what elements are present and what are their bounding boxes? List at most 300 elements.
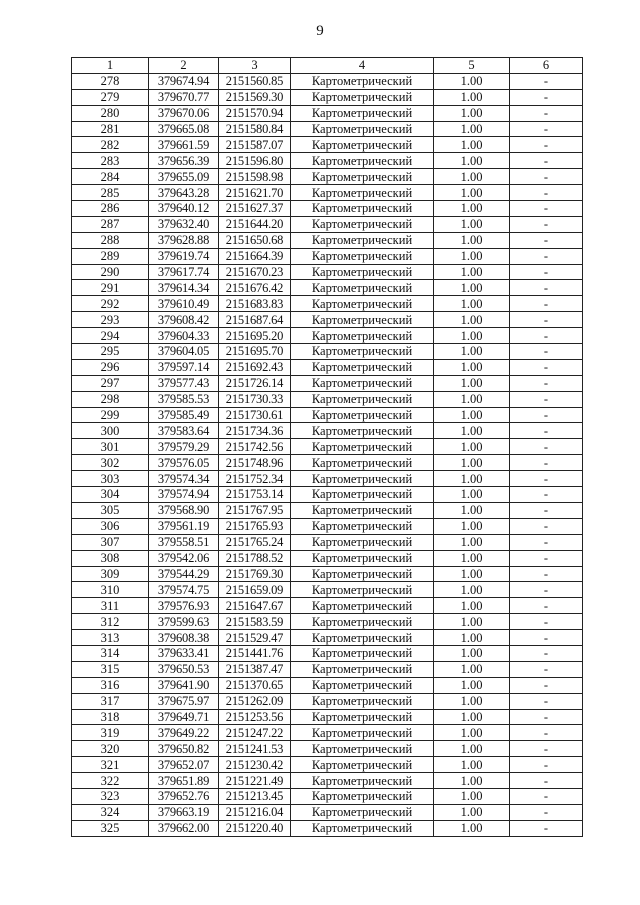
x-coordinate-cell: 379577.43 (149, 375, 219, 391)
accuracy-cell: 1.00 (434, 137, 510, 153)
x-coordinate-cell: 379662.00 (149, 820, 219, 836)
table-row (72, 550, 583, 566)
table-row (72, 741, 583, 757)
description-cell: - (510, 423, 583, 439)
column-header: 2 (149, 58, 219, 74)
point-number-cell: 279 (72, 89, 149, 105)
method-cell: Картометрический (291, 566, 434, 582)
y-coordinate-cell: 2151788.52 (219, 550, 291, 566)
point-number-cell: 304 (72, 487, 149, 503)
accuracy-cell: 1.00 (434, 788, 510, 804)
y-coordinate-cell: 2151583.59 (219, 614, 291, 630)
point-number-cell: 282 (72, 137, 149, 153)
table-body (72, 73, 583, 836)
x-coordinate-cell: 379663.19 (149, 804, 219, 820)
method-cell: Картометрический (291, 741, 434, 757)
table-row (72, 518, 583, 534)
method-cell: Картометрический (291, 661, 434, 677)
accuracy-cell: 1.00 (434, 359, 510, 375)
method-cell: Картометрический (291, 502, 434, 518)
y-coordinate-cell: 2151687.64 (219, 312, 291, 328)
x-coordinate-cell: 379652.07 (149, 757, 219, 773)
accuracy-cell: 1.00 (434, 677, 510, 693)
y-coordinate-cell: 2151730.33 (219, 391, 291, 407)
column-header: 6 (510, 58, 583, 74)
point-number-cell: 296 (72, 359, 149, 375)
point-number-cell: 312 (72, 614, 149, 630)
method-cell: Картометрический (291, 550, 434, 566)
accuracy-cell: 1.00 (434, 804, 510, 820)
accuracy-cell: 1.00 (434, 534, 510, 550)
x-coordinate-cell: 379628.88 (149, 232, 219, 248)
y-coordinate-cell: 2151769.30 (219, 566, 291, 582)
description-cell: - (510, 137, 583, 153)
x-coordinate-cell: 379641.90 (149, 677, 219, 693)
y-coordinate-cell: 2151213.45 (219, 788, 291, 804)
point-number-cell: 295 (72, 344, 149, 360)
table-row (72, 820, 583, 836)
y-coordinate-cell: 2151621.70 (219, 185, 291, 201)
y-coordinate-cell: 2151664.39 (219, 248, 291, 264)
description-cell: - (510, 677, 583, 693)
method-cell: Картометрический (291, 280, 434, 296)
x-coordinate-cell: 379649.71 (149, 709, 219, 725)
point-number-cell: 323 (72, 788, 149, 804)
point-number-cell: 309 (72, 566, 149, 582)
y-coordinate-cell: 2151683.83 (219, 296, 291, 312)
table-row (72, 566, 583, 582)
accuracy-cell: 1.00 (434, 248, 510, 264)
y-coordinate-cell: 2151370.65 (219, 677, 291, 693)
y-coordinate-cell: 2151647.67 (219, 598, 291, 614)
point-number-cell: 307 (72, 534, 149, 550)
x-coordinate-cell: 379670.77 (149, 89, 219, 105)
x-coordinate-cell: 379585.49 (149, 407, 219, 423)
point-number-cell: 322 (72, 773, 149, 789)
y-coordinate-cell: 2151529.47 (219, 630, 291, 646)
table-row (72, 645, 583, 661)
coordinates-table (71, 57, 583, 837)
table-row (72, 201, 583, 217)
table-row (72, 344, 583, 360)
description-cell: - (510, 328, 583, 344)
accuracy-cell: 1.00 (434, 169, 510, 185)
table-row (72, 296, 583, 312)
point-number-cell: 310 (72, 582, 149, 598)
point-number-cell: 290 (72, 264, 149, 280)
y-coordinate-cell: 2151587.07 (219, 137, 291, 153)
table-row (72, 534, 583, 550)
x-coordinate-cell: 379608.42 (149, 312, 219, 328)
method-cell: Картометрический (291, 725, 434, 741)
description-cell: - (510, 439, 583, 455)
point-number-cell: 278 (72, 73, 149, 89)
table-header-row (72, 58, 583, 74)
accuracy-cell: 1.00 (434, 550, 510, 566)
point-number-cell: 314 (72, 645, 149, 661)
point-number-cell: 306 (72, 518, 149, 534)
accuracy-cell: 1.00 (434, 391, 510, 407)
point-number-cell: 318 (72, 709, 149, 725)
method-cell: Картометрический (291, 677, 434, 693)
description-cell: - (510, 566, 583, 582)
method-cell: Картометрический (291, 407, 434, 423)
accuracy-cell: 1.00 (434, 455, 510, 471)
description-cell: - (510, 550, 583, 566)
table-row (72, 153, 583, 169)
description-cell: - (510, 105, 583, 121)
method-cell: Картометрический (291, 232, 434, 248)
method-cell: Картометрический (291, 121, 434, 137)
accuracy-cell: 1.00 (434, 105, 510, 121)
point-number-cell: 298 (72, 391, 149, 407)
y-coordinate-cell: 2151692.43 (219, 359, 291, 375)
description-cell: - (510, 788, 583, 804)
point-number-cell: 286 (72, 201, 149, 217)
table-row (72, 630, 583, 646)
description-cell: - (510, 280, 583, 296)
table-row (72, 677, 583, 693)
method-cell: Картометрический (291, 709, 434, 725)
accuracy-cell: 1.00 (434, 185, 510, 201)
y-coordinate-cell: 2151670.23 (219, 264, 291, 280)
y-coordinate-cell: 2151387.47 (219, 661, 291, 677)
x-coordinate-cell: 379670.06 (149, 105, 219, 121)
table-row (72, 455, 583, 471)
accuracy-cell: 1.00 (434, 439, 510, 455)
method-cell: Картометрический (291, 788, 434, 804)
y-coordinate-cell: 2151441.76 (219, 645, 291, 661)
accuracy-cell: 1.00 (434, 280, 510, 296)
description-cell: - (510, 216, 583, 232)
point-number-cell: 285 (72, 185, 149, 201)
y-coordinate-cell: 2151726.14 (219, 375, 291, 391)
table-row (72, 185, 583, 201)
method-cell: Картометрический (291, 312, 434, 328)
method-cell: Картометрический (291, 248, 434, 264)
description-cell: - (510, 455, 583, 471)
accuracy-cell: 1.00 (434, 741, 510, 757)
description-cell: - (510, 169, 583, 185)
point-number-cell: 297 (72, 375, 149, 391)
method-cell: Картометрический (291, 73, 434, 89)
x-coordinate-cell: 379574.34 (149, 471, 219, 487)
y-coordinate-cell: 2151644.20 (219, 216, 291, 232)
point-number-cell: 321 (72, 757, 149, 773)
accuracy-cell: 1.00 (434, 471, 510, 487)
table-row (72, 582, 583, 598)
method-cell: Картометрический (291, 773, 434, 789)
point-number-cell: 289 (72, 248, 149, 264)
description-cell: - (510, 645, 583, 661)
x-coordinate-cell: 379576.05 (149, 455, 219, 471)
accuracy-cell: 1.00 (434, 582, 510, 598)
table-row (72, 169, 583, 185)
accuracy-cell: 1.00 (434, 693, 510, 709)
x-coordinate-cell: 379604.05 (149, 344, 219, 360)
x-coordinate-cell: 379640.12 (149, 201, 219, 217)
y-coordinate-cell: 2151734.36 (219, 423, 291, 439)
method-cell: Картометрический (291, 630, 434, 646)
table-row (72, 709, 583, 725)
table-row (72, 375, 583, 391)
description-cell: - (510, 264, 583, 280)
description-cell: - (510, 232, 583, 248)
method-cell: Картометрический (291, 534, 434, 550)
point-number-cell: 301 (72, 439, 149, 455)
table-row (72, 280, 583, 296)
y-coordinate-cell: 2151765.24 (219, 534, 291, 550)
accuracy-cell: 1.00 (434, 725, 510, 741)
description-cell: - (510, 661, 583, 677)
point-number-cell: 316 (72, 677, 149, 693)
table-row (72, 89, 583, 105)
y-coordinate-cell: 2151627.37 (219, 201, 291, 217)
x-coordinate-cell: 379614.34 (149, 280, 219, 296)
table-row (72, 312, 583, 328)
table-row (72, 73, 583, 89)
accuracy-cell: 1.00 (434, 201, 510, 217)
table-row (72, 439, 583, 455)
description-cell: - (510, 630, 583, 646)
accuracy-cell: 1.00 (434, 89, 510, 105)
table-row (72, 598, 583, 614)
y-coordinate-cell: 2151580.84 (219, 121, 291, 137)
method-cell: Картометрический (291, 89, 434, 105)
method-cell: Картометрический (291, 105, 434, 121)
accuracy-cell: 1.00 (434, 645, 510, 661)
point-number-cell: 302 (72, 455, 149, 471)
method-cell: Картометрический (291, 264, 434, 280)
table-row (72, 391, 583, 407)
table-row (72, 757, 583, 773)
table-row (72, 614, 583, 630)
table-row (72, 407, 583, 423)
description-cell: - (510, 757, 583, 773)
description-cell: - (510, 185, 583, 201)
method-cell: Картометрический (291, 820, 434, 836)
table-row (72, 788, 583, 804)
y-coordinate-cell: 2151216.04 (219, 804, 291, 820)
y-coordinate-cell: 2151598.98 (219, 169, 291, 185)
x-coordinate-cell: 379597.14 (149, 359, 219, 375)
point-number-cell: 313 (72, 630, 149, 646)
method-cell: Картометрический (291, 487, 434, 503)
y-coordinate-cell: 2151262.09 (219, 693, 291, 709)
description-cell: - (510, 693, 583, 709)
point-number-cell: 311 (72, 598, 149, 614)
accuracy-cell: 1.00 (434, 73, 510, 89)
x-coordinate-cell: 379561.19 (149, 518, 219, 534)
accuracy-cell: 1.00 (434, 264, 510, 280)
accuracy-cell: 1.00 (434, 407, 510, 423)
point-number-cell: 280 (72, 105, 149, 121)
description-cell: - (510, 534, 583, 550)
x-coordinate-cell: 379574.94 (149, 487, 219, 503)
method-cell: Картометрический (291, 359, 434, 375)
x-coordinate-cell: 379649.22 (149, 725, 219, 741)
method-cell: Картометрический (291, 614, 434, 630)
x-coordinate-cell: 379643.28 (149, 185, 219, 201)
x-coordinate-cell: 379665.08 (149, 121, 219, 137)
table-row (72, 693, 583, 709)
accuracy-cell: 1.00 (434, 773, 510, 789)
accuracy-cell: 1.00 (434, 820, 510, 836)
description-cell: - (510, 201, 583, 217)
description-cell: - (510, 248, 583, 264)
method-cell: Картометрический (291, 598, 434, 614)
x-coordinate-cell: 379610.49 (149, 296, 219, 312)
y-coordinate-cell: 2151767.95 (219, 502, 291, 518)
method-cell: Картометрический (291, 153, 434, 169)
x-coordinate-cell: 379542.06 (149, 550, 219, 566)
point-number-cell: 303 (72, 471, 149, 487)
y-coordinate-cell: 2151748.96 (219, 455, 291, 471)
x-coordinate-cell: 379619.74 (149, 248, 219, 264)
y-coordinate-cell: 2151221.49 (219, 773, 291, 789)
y-coordinate-cell: 2151596.80 (219, 153, 291, 169)
description-cell: - (510, 487, 583, 503)
x-coordinate-cell: 379585.53 (149, 391, 219, 407)
y-coordinate-cell: 2151241.53 (219, 741, 291, 757)
accuracy-cell: 1.00 (434, 423, 510, 439)
table-row (72, 773, 583, 789)
column-header: 1 (72, 58, 149, 74)
method-cell: Картометрический (291, 471, 434, 487)
description-cell: - (510, 89, 583, 105)
y-coordinate-cell: 2151230.42 (219, 757, 291, 773)
y-coordinate-cell: 2151650.68 (219, 232, 291, 248)
column-header: 5 (434, 58, 510, 74)
description-cell: - (510, 773, 583, 789)
accuracy-cell: 1.00 (434, 502, 510, 518)
page-number: 9 (316, 23, 324, 39)
y-coordinate-cell: 2151742.56 (219, 439, 291, 455)
table-row (72, 248, 583, 264)
point-number-cell: 315 (72, 661, 149, 677)
accuracy-cell: 1.00 (434, 630, 510, 646)
x-coordinate-cell: 379656.39 (149, 153, 219, 169)
y-coordinate-cell: 2151570.94 (219, 105, 291, 121)
y-coordinate-cell: 2151752.34 (219, 471, 291, 487)
method-cell: Картометрический (291, 375, 434, 391)
table-row (72, 105, 583, 121)
method-cell: Картометрический (291, 439, 434, 455)
x-coordinate-cell: 379576.93 (149, 598, 219, 614)
accuracy-cell: 1.00 (434, 296, 510, 312)
accuracy-cell: 1.00 (434, 518, 510, 534)
description-cell: - (510, 820, 583, 836)
description-cell: - (510, 153, 583, 169)
point-number-cell: 284 (72, 169, 149, 185)
point-number-cell: 288 (72, 232, 149, 248)
description-cell: - (510, 391, 583, 407)
point-number-cell: 317 (72, 693, 149, 709)
x-coordinate-cell: 379579.29 (149, 439, 219, 455)
accuracy-cell: 1.00 (434, 614, 510, 630)
method-cell: Картометрический (291, 693, 434, 709)
point-number-cell: 320 (72, 741, 149, 757)
point-number-cell: 305 (72, 502, 149, 518)
method-cell: Картометрический (291, 169, 434, 185)
x-coordinate-cell: 379650.53 (149, 661, 219, 677)
table-row (72, 328, 583, 344)
y-coordinate-cell: 2151247.22 (219, 725, 291, 741)
point-number-cell: 287 (72, 216, 149, 232)
table-row (72, 264, 583, 280)
method-cell: Картометрический (291, 328, 434, 344)
method-cell: Картометрический (291, 423, 434, 439)
description-cell: - (510, 582, 583, 598)
table-row (72, 216, 583, 232)
x-coordinate-cell: 379544.29 (149, 566, 219, 582)
x-coordinate-cell: 379651.89 (149, 773, 219, 789)
accuracy-cell: 1.00 (434, 757, 510, 773)
accuracy-cell: 1.00 (434, 566, 510, 582)
description-cell: - (510, 502, 583, 518)
accuracy-cell: 1.00 (434, 312, 510, 328)
x-coordinate-cell: 379599.63 (149, 614, 219, 630)
x-coordinate-cell: 379608.38 (149, 630, 219, 646)
x-coordinate-cell: 379674.94 (149, 73, 219, 89)
x-coordinate-cell: 379650.82 (149, 741, 219, 757)
y-coordinate-cell: 2151569.30 (219, 89, 291, 105)
point-number-cell: 291 (72, 280, 149, 296)
point-number-cell: 300 (72, 423, 149, 439)
method-cell: Картометрический (291, 391, 434, 407)
point-number-cell: 294 (72, 328, 149, 344)
description-cell: - (510, 804, 583, 820)
description-cell: - (510, 614, 583, 630)
method-cell: Картометрический (291, 518, 434, 534)
table-row (72, 804, 583, 820)
y-coordinate-cell: 2151676.42 (219, 280, 291, 296)
description-cell: - (510, 407, 583, 423)
description-cell: - (510, 598, 583, 614)
accuracy-cell: 1.00 (434, 661, 510, 677)
point-number-cell: 319 (72, 725, 149, 741)
description-cell: - (510, 518, 583, 534)
y-coordinate-cell: 2151560.85 (219, 73, 291, 89)
y-coordinate-cell: 2151253.56 (219, 709, 291, 725)
description-cell: - (510, 312, 583, 328)
accuracy-cell: 1.00 (434, 153, 510, 169)
method-cell: Картометрический (291, 296, 434, 312)
description-cell: - (510, 296, 583, 312)
accuracy-cell: 1.00 (434, 216, 510, 232)
point-number-cell: 325 (72, 820, 149, 836)
x-coordinate-cell: 379675.97 (149, 693, 219, 709)
y-coordinate-cell: 2151220.40 (219, 820, 291, 836)
table-row (72, 232, 583, 248)
accuracy-cell: 1.00 (434, 344, 510, 360)
y-coordinate-cell: 2151659.09 (219, 582, 291, 598)
description-cell: - (510, 709, 583, 725)
x-coordinate-cell: 379617.74 (149, 264, 219, 280)
x-coordinate-cell: 379604.33 (149, 328, 219, 344)
description-cell: - (510, 73, 583, 89)
method-cell: Картометрический (291, 201, 434, 217)
method-cell: Картометрический (291, 216, 434, 232)
table-row (72, 471, 583, 487)
description-cell: - (510, 741, 583, 757)
y-coordinate-cell: 2151695.20 (219, 328, 291, 344)
x-coordinate-cell: 379661.59 (149, 137, 219, 153)
y-coordinate-cell: 2151730.61 (219, 407, 291, 423)
method-cell: Картометрический (291, 185, 434, 201)
table-row (72, 487, 583, 503)
accuracy-cell: 1.00 (434, 232, 510, 248)
